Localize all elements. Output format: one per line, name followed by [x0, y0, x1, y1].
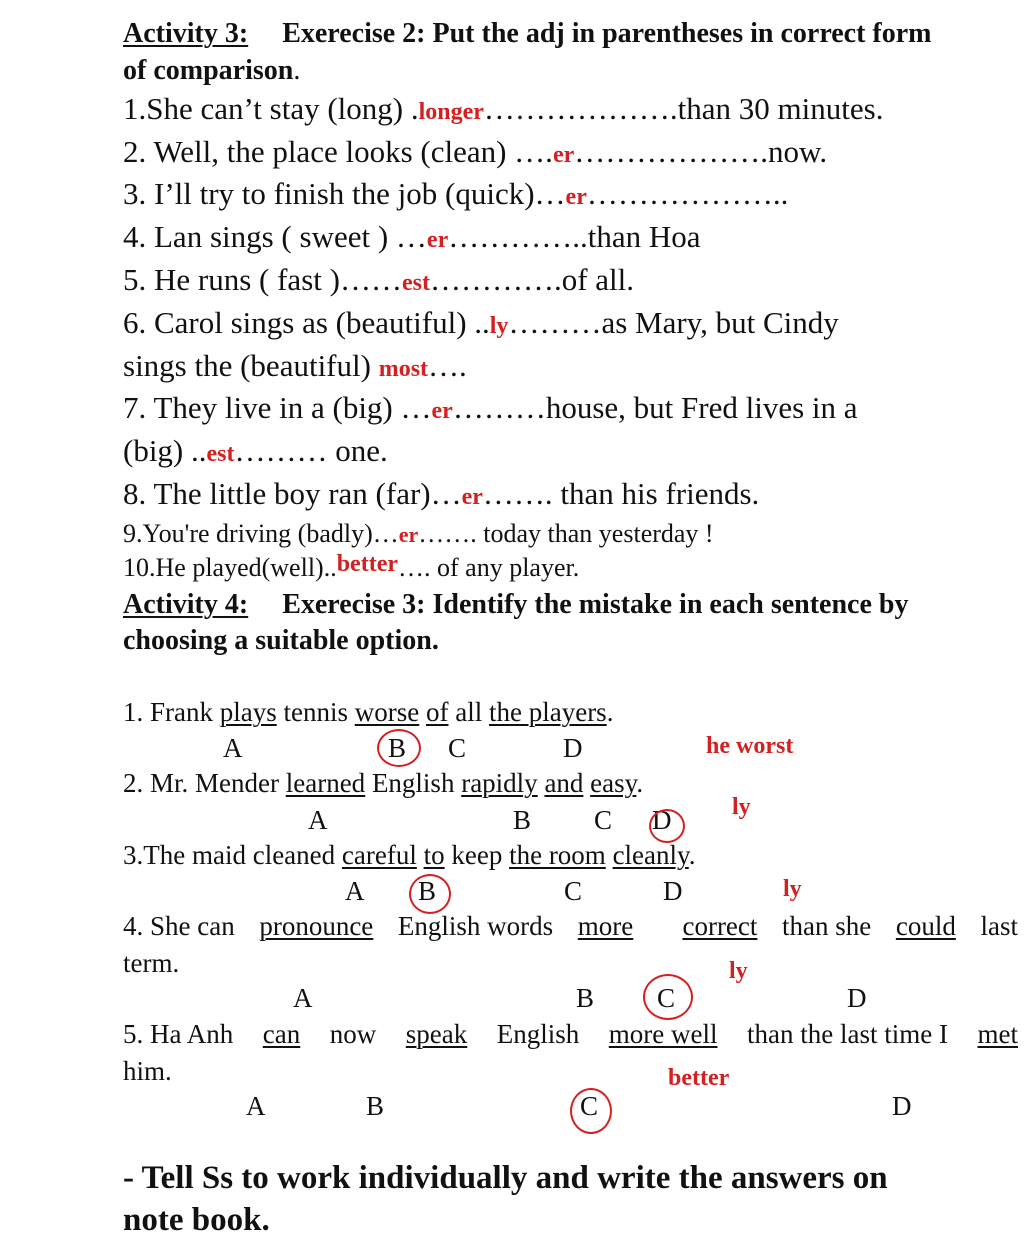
s3-option-d[interactable]: D: [663, 876, 683, 906]
answer-5: est: [401, 270, 430, 296]
s4-option-d[interactable]: D: [847, 983, 867, 1013]
question-2: 2. Well, the place looks (clean) ….er……………….now.: [123, 134, 828, 169]
s1-selected-circle: [377, 729, 421, 767]
activity3-title-period: .: [293, 55, 301, 86]
s1-part-a: plays: [219, 697, 277, 727]
answer-1: longer: [418, 99, 484, 125]
s2-part-c: and: [544, 768, 584, 798]
s5-part-d: met: [977, 1019, 1018, 1049]
sentence-2: 2. Mr. Mender learned English rapidly and easy.: [123, 768, 644, 798]
s2-part-b: rapidly: [461, 768, 538, 798]
s2-option-c[interactable]: C: [594, 805, 613, 835]
s1-part-c: of: [425, 697, 449, 727]
s5-part-c: more well: [608, 1019, 718, 1049]
answer-7b: est: [206, 441, 235, 467]
s3-part-c: the room: [509, 840, 606, 870]
s4-option-b[interactable]: B: [576, 983, 595, 1013]
s5-part-a: can: [262, 1019, 301, 1049]
s3-option-a[interactable]: A: [345, 876, 365, 906]
answer-8: er: [461, 484, 483, 510]
sentence-5: 5. Ha Anh can now speak English more well than the last time I met: [123, 1019, 1018, 1049]
question-8: 8. The little boy ran (far)…er……. than his friends.: [123, 476, 760, 511]
s3-part-d: cleanly: [612, 840, 689, 870]
sentence-4: 4. She can pronounce English words more correct than she could last: [123, 911, 1018, 941]
sentence-5-cont: him.: [123, 1056, 172, 1086]
s5-selected-circle: [570, 1088, 612, 1134]
sentence-4-cont: term.: [123, 948, 180, 978]
activity3-heading-line2: [123, 55, 300, 87]
s3-selected-circle: [409, 874, 451, 914]
activity4-label: Activity 4:: [123, 589, 249, 620]
activity3-title: Exerecise 2: Put the adj in parentheses in correct form: [282, 18, 932, 49]
s3-option-c[interactable]: C: [564, 876, 583, 906]
answer-4: er: [426, 227, 449, 253]
answer-7a: er: [431, 398, 453, 424]
answer-6a: ly: [489, 313, 509, 339]
s4-part-d: could: [895, 911, 956, 941]
s5-option-a[interactable]: A: [246, 1091, 266, 1121]
s3-correction: ly: [783, 876, 802, 902]
s5-option-d[interactable]: D: [892, 1091, 912, 1121]
s5-option-c[interactable]: C: [580, 1091, 599, 1121]
s4-part-b: more: [577, 911, 634, 941]
s1-part-d: the players: [488, 697, 607, 727]
activity3-heading: [123, 18, 932, 50]
question-7: 7. They live in a (big) …er………house, but Fred lives in a: [123, 390, 858, 425]
s1-option-d[interactable]: D: [563, 733, 583, 763]
activity4-heading-line2: choosing a suitable option.: [123, 625, 439, 656]
answer-6b: most: [378, 356, 429, 382]
s3-part-b: to: [423, 840, 445, 870]
question-6-cont: sings the (beautiful) most….: [123, 348, 467, 383]
s1-option-b[interactable]: B: [388, 733, 407, 763]
question-10: 10.He played(well)..better…. of any player.: [123, 551, 580, 582]
answer-2: er: [552, 142, 575, 168]
s1-part-b: worse: [354, 697, 420, 727]
question-5: 5. He runs ( fast )……est………….of all.: [123, 262, 634, 297]
s1-option-c[interactable]: C: [448, 733, 467, 763]
s2-selected-circle: [649, 809, 685, 843]
s2-part-a: learned: [285, 768, 366, 798]
s4-part-c: correct: [682, 911, 758, 941]
s4-correction: ly: [729, 958, 748, 984]
s4-part-a: pronounce: [259, 911, 374, 941]
s2-correction: ly: [732, 794, 751, 820]
s4-option-c[interactable]: C: [657, 983, 676, 1013]
s4-selected-circle: [643, 974, 693, 1020]
question-9: 9.You're driving (badly)…er……. today than yesterday !: [123, 519, 714, 548]
s3-option-b[interactable]: B: [418, 876, 437, 906]
activity3-title-cont: of comparison: [123, 55, 294, 86]
instruction-line-2: note book.: [123, 1202, 270, 1238]
s3-part-a: careful: [341, 840, 417, 870]
question-4: 4. Lan sings ( sweet ) …er…………..than Hoa: [123, 219, 701, 254]
s2-option-d[interactable]: D: [652, 805, 672, 835]
s1-correction: he worst: [706, 733, 794, 759]
s4-option-a[interactable]: A: [293, 983, 313, 1013]
s2-option-a[interactable]: A: [308, 805, 328, 835]
question-3: 3. I’ll try to finish the job (quick)…er………………..: [123, 176, 789, 211]
answer-3: er: [565, 184, 587, 210]
activity3-label: Activity 3:: [123, 18, 249, 49]
answer-9: er: [398, 522, 419, 547]
s1-option-a[interactable]: A: [223, 733, 243, 763]
s5-correction: better: [668, 1065, 730, 1091]
question-1: 1.She can’t stay (long) .longer……………….than 30 minutes.: [123, 91, 884, 126]
answer-10: better: [336, 551, 398, 577]
s5-option-b[interactable]: B: [366, 1091, 385, 1121]
s2-option-b[interactable]: B: [513, 805, 532, 835]
sentence-1: 1. Frank plays tennis worse of all the players.: [123, 697, 614, 727]
activity4-title: Exerecise 3: Identify the mistake in each sentence by: [282, 589, 909, 620]
activity4-heading: [123, 589, 908, 621]
s2-part-d: easy: [590, 768, 637, 798]
s5-part-b: speak: [405, 1019, 468, 1049]
question-7-cont: (big) ..est……… one.: [123, 433, 388, 468]
sentence-3: 3.The maid cleaned careful to keep the room cleanly.: [123, 840, 696, 870]
instruction-line-1: - Tell Ss to work individually and write the answers on: [123, 1160, 888, 1196]
question-6: 6. Carol sings as (beautiful) ..ly………as Mary, but Cindy: [123, 305, 839, 340]
